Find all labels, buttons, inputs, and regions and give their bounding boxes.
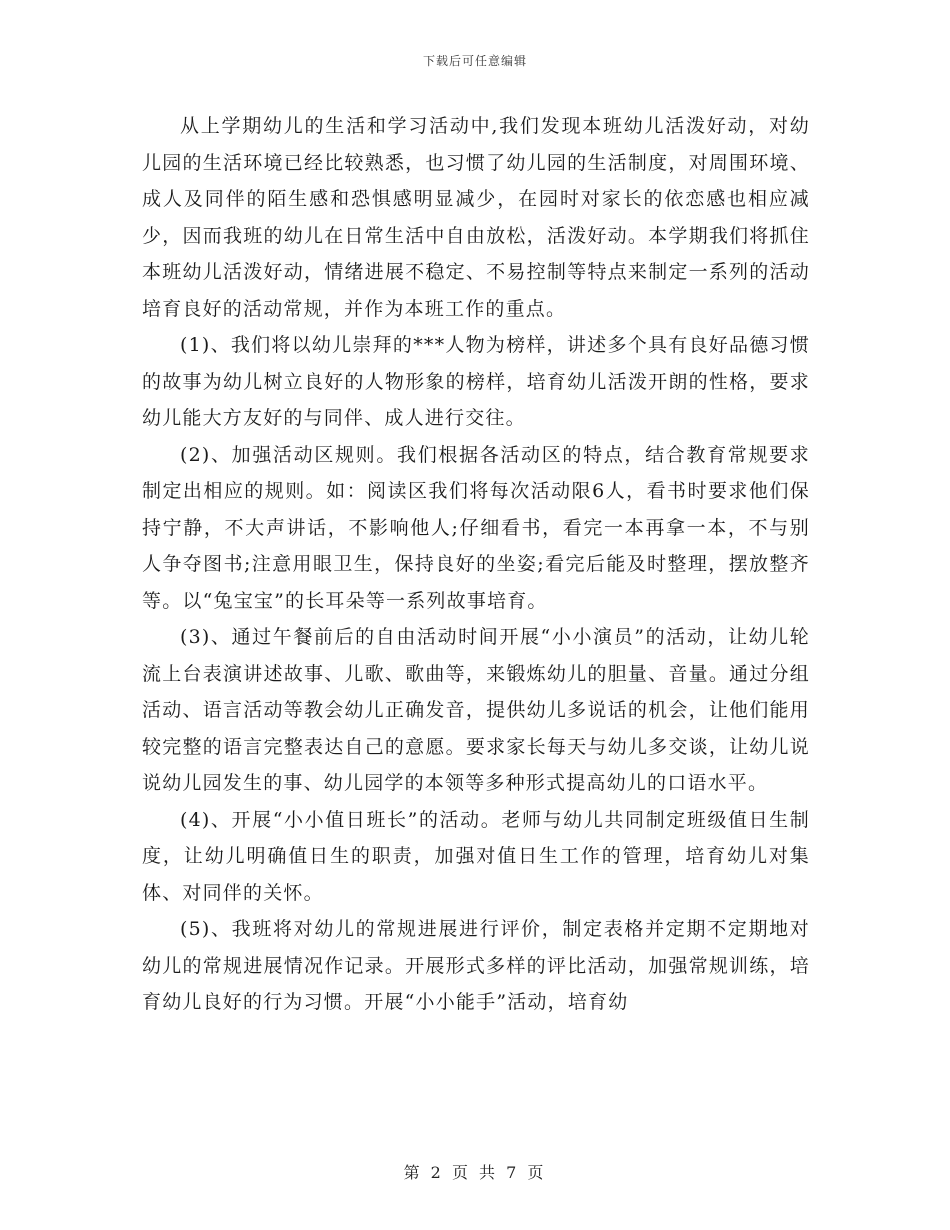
paragraph-item-1: (1)、我们将以幼儿崇拜的***人物为榜样，讲述多个具有良好品德习惯的故事为幼儿树立良好的人物形象的榜样，培育幼儿活泼开朗的性格，要求幼儿能大方友好的与同伴、成人进行交往。 (142, 334, 810, 429)
paragraph-item-4: (4)、开展“小小值日班长”的活动。老师与幼儿共同制定班级值日生制度，让幼儿明确值日生的职责，加强对值日生工作的管理，培育幼儿对集体、对同伴的关怀。 (142, 808, 810, 904)
paragraph-item-2: (2)、加强活动区规则。我们根据各活动区的特点，结合教育常规要求制定出相应的规则。如：阅读区我们将每次活动限6人，看书时要求他们保持宁静，不大声讲话，不影响他人;仔细看书，看完一本再拿一本，不与别人争夺图书;注意用眼卫生，保持良好的坐姿;看完后能及时整理，摆放整齐等。以“兔宝宝”的长耳朵等一系列故事培育。 (142, 443, 810, 612)
paragraph-item-3: (3)、通过午餐前后的自由活动时间开展“小小演员”的活动，让幼儿轮流上台表演讲述故事、儿歌、歌曲等，来锻炼幼儿的胆量、音量。通过分组活动、语言活动等教会幼儿正确发音，提供幼儿多说话的机会，让他们能用较完整的语言完整表达自己的意愿。要求家长每天与幼儿多交谈，让幼儿说说幼儿园发生的事、幼儿园学的本领等多种形式提高幼儿的口语水平。 (142, 626, 810, 794)
paragraph-intro: 从上学期幼儿的生活和学习活动中,我们发现本班幼儿活泼好动，对幼儿园的生活环境已经比较熟悉，也习惯了幼儿园的生活制度，对周围环境、成人及同伴的陌生感和恐惧感明显减少，在园时对家长的依恋感也相应减少，因而我班的幼儿在日常生活中自由放松，活泼好动。本学期我们将抓住本班幼儿活泼好动，情绪进展不稳定、不易控制等特点来制定一系列的活动培育良好的活动常规，并作为本班工作的重点。 (142, 115, 810, 320)
header-note: 下载后可任意编辑 (422, 54, 527, 68)
page-number: 第 2 页 共 7 页 (403, 1163, 547, 1182)
paragraph-item-5: (5)、我班将对幼儿的常规进展进行评价，制定表格并定期不定期地对幼儿的常规进展情况作记录。开展形式多样的评比活动，加强常规训练，培育幼儿良好的行为习惯。开展“小小能手”活动，培育幼 (142, 918, 810, 1013)
document-body (142, 108, 810, 1021)
